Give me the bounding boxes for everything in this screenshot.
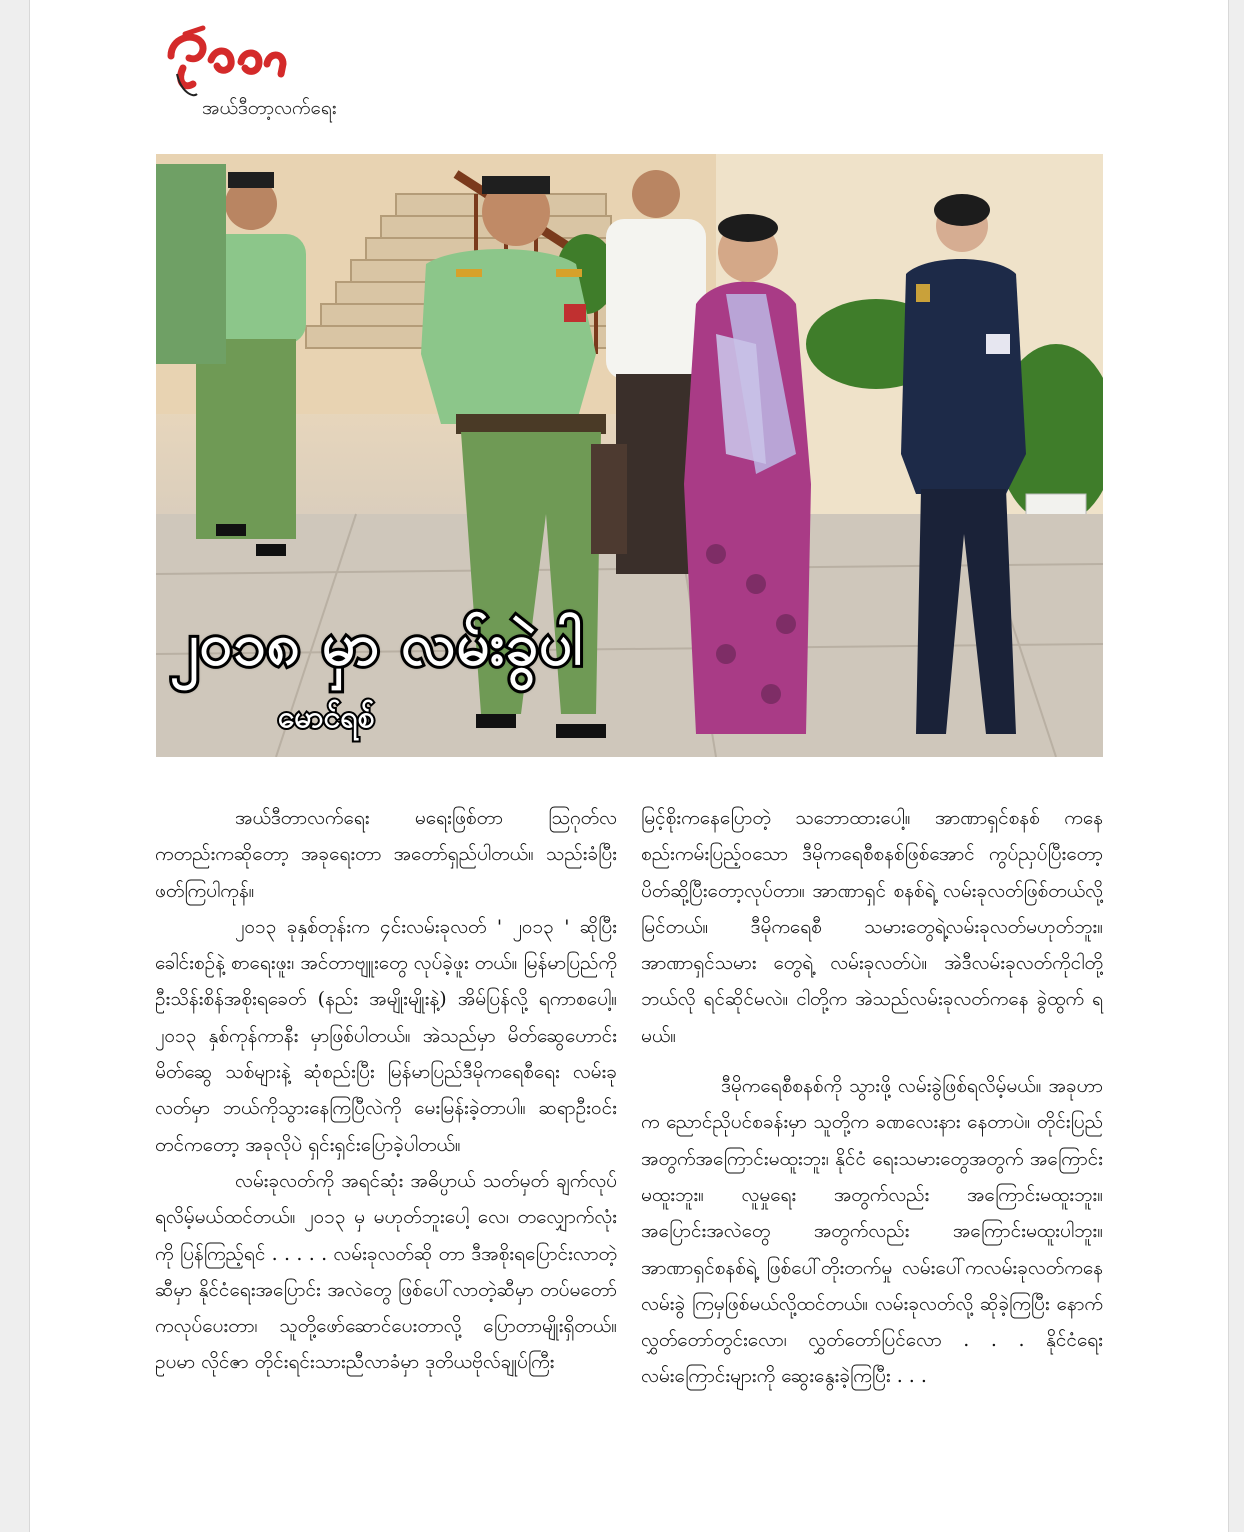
paragraph-4: မြင့်စိုးကနေပြောတဲ့ သဘောထားပေါ့။ အာဏာရှင်စနစ် ကနေ စည်းကမ်းပြည့်ဝသော ဒီမိုကရေစီစနစ်ဖြစ်အောင် ကွပ်ညှပ်ပြီးတော့ ပိတ်ဆို့ပြီးတော့လုပ်တာ။ အာဏာရှင် စနစ်ရဲ့ လမ်းခုလတ်ဖြစ်တယ်လို့ မြင်တယ်။ ဒီမိုကရေစီ သမားတွေရဲ့လမ်းခုလတ်မဟုတ်ဘူး။ အာဏာရှင်သမား တွေရဲ့ လမ်းခုလတ်ပဲ။ အဲဒီလမ်းခုလတ်ကိုငါတို့ ဘယ်လို ရင်ဆိုင်မလဲ။ ငါတို့က အဲသည်လမ်းခုလတ်ကနေ ခွဲထွက် ရမယ်။ [641, 807, 1103, 1047]
article-headline: ၂၀၁၈ မှာ လမ်းခွဲပါ [170, 610, 584, 678]
magazine-logo [163, 18, 293, 100]
paragraph-3: လမ်းခုလတ်ကို အရင်ဆုံး အဓိပ္ပာယ် သတ်မှတ် ချက်လုပ်ရလိမ့်မယ်ထင်တယ်။ ၂၀၁၃ မှ မဟုတ်ဘူးပေါ့ လေ၊ တလျှောက်လုံးကို ပြန်ကြည့်ရင် . . . . . လမ်းခုလတ်ဆို တာ ဒီအစိုးရပြောင်းလာတဲ့ဆီမှာ နိုင်ငံရေးအပြောင်း အလဲတွေ ဖြစ်ပေါ်လာတဲ့ဆီမှာ တပ်မတော်ကလုပ်ပေးတာ၊ သူတို့ဖော်ဆောင်ပေးတာလို့ ပြောတာမျိုးရှိတယ်။ ဥပမာ လိုင်ဇာ တိုင်းရင်းသားညီလာခံမှာ ဒုတိယဗိုလ်ချုပ်ကြီး [155, 1169, 617, 1374]
paragraph-2: ၂၀၁၃ ခုနှစ်တုန်းက ၄င်းလမ်းခုလတ် ' ၂၀၁၃ ' ဆိုပြီး ခေါင်းစဉ်နဲ့ စာရေးဖူး၊ အင်တာဗျူးတွေ လုပ်ခဲ့ဖူး တယ်။ မြန်မာပြည်ကို ဦးသိန်းစိန်အစိုးရခေတ် (နည်း အမျိုးမျိုးနဲ့) အိမ်ပြန်လို့ ရကာစပေါ့။ ၂၀၁၃ နှစ်ကုန်ကာနီး မှာဖြစ်ပါတယ်။ အဲသည်မှာ မိတ်ဆွေဟောင်း မိတ်ဆွေ သစ်များနဲ့ ဆုံစည်းပြီး မြန်မာပြည်ဒီမိုကရေစီရေး လမ်းခု လတ်မှာ ဘယ်ကိုသွားနေကြပြီလဲကို မေးမြန်းခဲ့တာပါ။ ဆရာဦးဝင်းတင်ကတော့ အခုလိုပဲ ရှင်းရှင်းပြောခဲ့ပါတယ်။ [155, 915, 617, 1156]
section-label: အယ်ဒီတာ့လက်ရေး [202, 97, 337, 119]
article-left-column [155, 800, 617, 1381]
article-byline: မောင်ရစ် [278, 700, 375, 735]
hero-photo [156, 154, 1103, 757]
paragraph-1: အယ်ဒီတာလက်ရေး မရေးဖြစ်တာ ဩဂုတ်လ ကတည်းကဆိုတော့ အခုရေးတာ အတော်ရှည်ပါတယ်။ သည်းခံပြီးဖတ်ကြပါကုန်။ [155, 807, 617, 902]
article-right-column [641, 800, 1103, 1395]
paragraph-5: ဒီမိုကရေစီစနစ်ကို သွားဖို့ လမ်းခွဲဖြစ်ရလိမ့်မယ်။ အခုဟာက ညောင်ညိုပင်စခန်းမှာ သူတို့က ခဏလေးနား နေတာပဲ။ တိုင်းပြည်အတွက်အကြောင်းမထူးဘူး၊ နိုင်ငံ ရေးသမားတွေအတွက် အကြောင်းမထူးဘူး။ လူမှုရေး အတွက်လည်း အကြောင်းမထူးဘူး။ အပြောင်းအလဲတွေ အတွက်လည်း အကြောင်းမထူးပါဘူး။ အာဏာရှင်စနစ်ရဲ့ ဖြစ်ပေါ်တိုးတက်မှု လမ်းပေါ်ကလမ်းခုလတ်ကနေ လမ်းခွဲ ကြမှဖြစ်မယ်လို့ထင်တယ်။ လမ်းခုလတ်လို့ ဆိုခဲ့ကြပြီး နောက် လွှတ်တော်တွင်းလော၊ လွှတ်တော်ပြင်လော . . . နိုင်ငံရေးလမ်းကြောင်းများကို ဆွေးနွေးခဲ့ကြပြီး . . . [641, 1075, 1103, 1388]
